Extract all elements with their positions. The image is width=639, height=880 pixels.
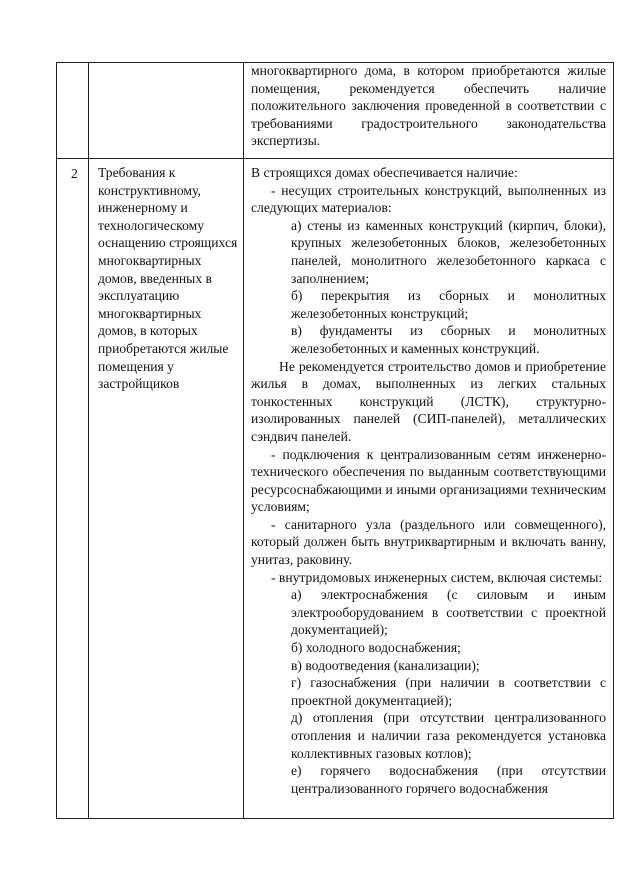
column-divider-1: [88, 62, 89, 818]
row1-paragraph: многоквартирного дома, в котором приобретаются жилые помещения, рекомендуется обеспечить наличие положительного заключения проведенной в соответствии с требованиями градостроительного законодательства экспертизы.: [251, 63, 606, 149]
row1-requirement-text: [251, 62, 606, 150]
row2-paragraph-4: в) фундаменты из сборных и монолитных железобетонных и каменных конструкций.: [291, 323, 606, 356]
row2-paragraph-11: в) водоотведения (канализации);: [291, 657, 480, 673]
row2-paragraph-9: а) электроснабжения (с силовым и иным электрооборудованием в соответствии с проектной документацией);: [291, 587, 606, 638]
row2-paragraph-3: б) перекрытия из сборных и монолитных железобетонных конструкций;: [291, 288, 606, 321]
row2-paragraph-8: - внутридомовых инженерных систем, включая системы:: [271, 569, 603, 585]
row2-paragraph-6: - подключения к централизованным сетям инженерно-технического обеспечения по выданным соответствующими ресурсоснабжающими и иными организациями техническим условиям;: [251, 446, 606, 515]
requirements-table: [56, 62, 614, 819]
row2-paragraph-12: г) газоснабжения (при наличии в соответствии с проектной документацией);: [291, 675, 606, 708]
row2-paragraph-14: е) горячего водоснабжения (при отсутствии централизованного горячего водоснабжения: [291, 763, 606, 796]
row2-paragraph-10: б) холодного водоснабжения;: [291, 640, 461, 656]
row2-section-title: Требования к конструктивному, инженерному и технологическому оснащению строящихся многоквартирных домов, введенных в эксплуатацию многоквартирных домов, в которых приобретаются жилые помещения у застройщиков: [98, 165, 238, 392]
row2-paragraph-5: Не рекомендуется строительство домов и приобретение жилья в домах, выполненных из легких стальных тонкостенных конструкций (ЛСТК), структурно-изолированных панелей (СИП-панелей), металлических сэндвич панелей.: [251, 358, 606, 444]
row2-paragraph-2: а) стены из каменных конструкций (кирпич, блоки), крупных железобетонных блоков, железобетонных панелей, монолитного железобетонного каркаса с заполнением;: [291, 217, 606, 286]
column-divider-2: [243, 62, 244, 818]
row2-number: 2: [71, 166, 78, 181]
row-divider: [57, 158, 613, 159]
row2-requirement-text: [251, 164, 606, 797]
row2-paragraph-13: д) отопления (при отсутствии централизованного отопления и наличии газа рекомендуется установка коллективных газовых котлов);: [291, 710, 606, 761]
row2-paragraph-1: - несущих строительных конструкций, выполненных из следующих материалов:: [251, 182, 606, 216]
row2-paragraph-7: - санитарного узла (раздельного или совмещенного), который должен быть внутриквартирным и включать ванну, унитаз, раковину.: [251, 516, 606, 568]
row2-paragraph-0: В строящихся домах обеспечивается наличие:: [251, 165, 518, 180]
